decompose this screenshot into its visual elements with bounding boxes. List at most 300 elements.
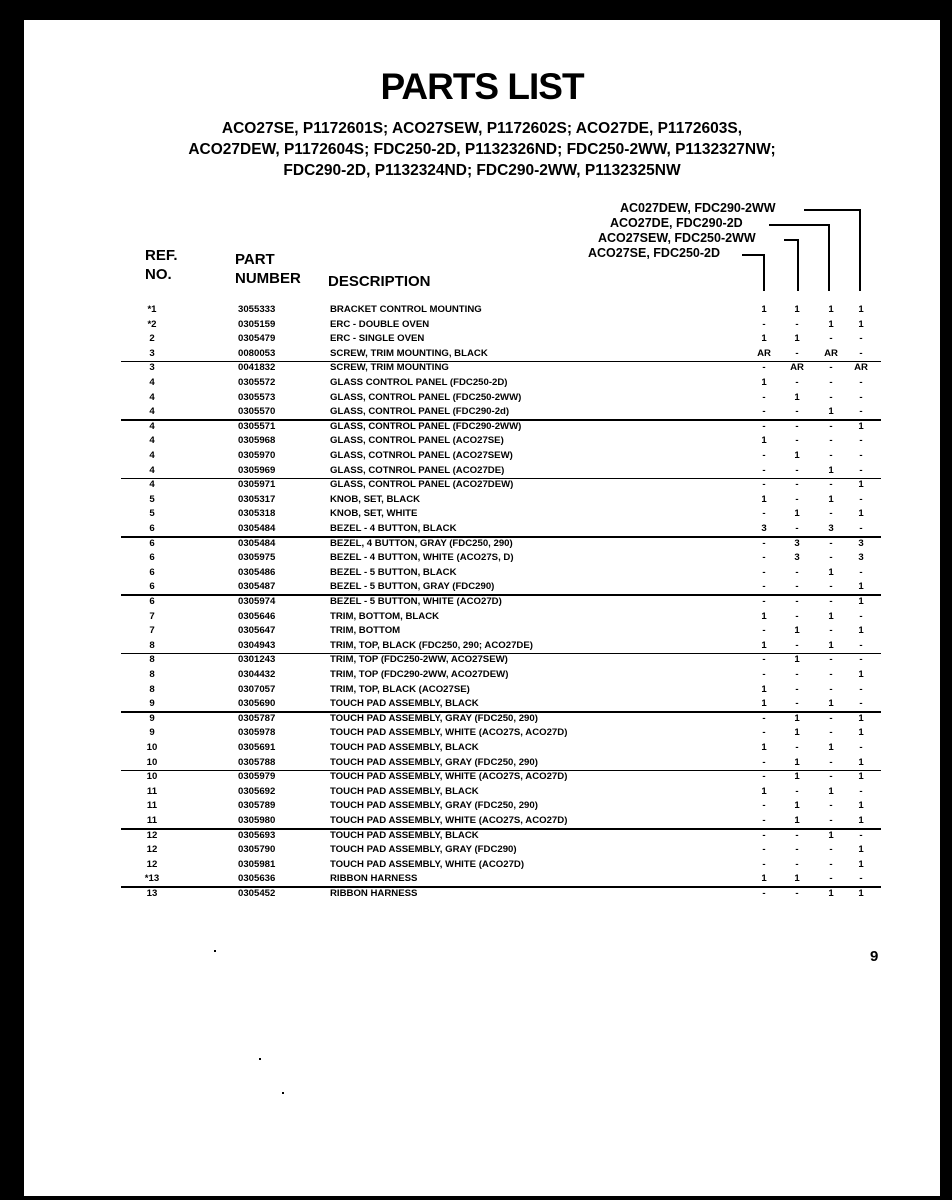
- ref-number: 4: [149, 406, 155, 418]
- ref-number: 13: [146, 888, 158, 899]
- model-list: [24, 118, 940, 181]
- ref-number: 4: [149, 435, 155, 447]
- quantity-col-1: 1: [761, 742, 767, 753]
- quantity-col-4: -: [859, 464, 863, 476]
- quantity-col-2: -: [795, 698, 799, 710]
- quantity-col-2: 1: [794, 800, 800, 812]
- table-row: [24, 829, 940, 844]
- quantity-col-1: -: [762, 362, 766, 374]
- ref-number: 10: [146, 756, 158, 768]
- quantity-col-2: 1: [794, 771, 800, 783]
- quantity-col-4: -: [859, 698, 863, 710]
- part-description: KNOB, SET, BLACK: [330, 493, 421, 505]
- table-row: [24, 507, 940, 522]
- quantity-col-1: -: [762, 844, 766, 856]
- quantity-col-2: -: [795, 406, 799, 418]
- quantity-col-4: -: [859, 566, 863, 578]
- quantity-col-2: -: [795, 318, 799, 330]
- quantity-col-4: -: [859, 742, 863, 753]
- ref-number: 4: [149, 420, 155, 432]
- table-row: [24, 668, 940, 683]
- quantity-col-4: -: [859, 873, 863, 885]
- quantity-col-3: -: [829, 625, 833, 637]
- quantity-col-4: 3: [858, 552, 864, 564]
- ref-number: 12: [146, 858, 158, 870]
- page-number: 9: [870, 948, 879, 965]
- quantity-col-1: -: [762, 727, 766, 739]
- scan-speck: [214, 950, 216, 952]
- part-description: TOUCH PAD ASSEMBLY, BLACK: [330, 698, 479, 710]
- table-row: [24, 785, 940, 800]
- ref-number: 4: [149, 464, 155, 476]
- quantity-col-1: 1: [761, 435, 767, 447]
- quantity-col-1: 1: [761, 698, 767, 710]
- part-number: 0305969: [238, 464, 276, 476]
- part-description: TOUCH PAD ASSEMBLY, WHITE (ACO27S, ACO27D): [330, 771, 568, 783]
- quantity-col-2: 1: [794, 756, 800, 768]
- table-row: [24, 814, 940, 829]
- leader-drop-1: [763, 254, 765, 291]
- quantity-col-3: AR: [824, 347, 838, 359]
- quantity-col-2: -: [795, 596, 799, 607]
- quantity-col-4: 1: [858, 479, 864, 491]
- quantity-col-1: -: [762, 537, 766, 549]
- table-row: [24, 318, 940, 333]
- part-description: KNOB, SET, WHITE: [330, 508, 418, 520]
- table-row: [24, 478, 940, 493]
- part-number: 0305692: [238, 785, 276, 797]
- table-row: [24, 887, 940, 902]
- ref-number: 7: [149, 610, 155, 622]
- quantity-col-3: -: [829, 537, 833, 549]
- part-description: ERC - SINGLE OVEN: [330, 333, 425, 345]
- ref-number: 8: [149, 654, 155, 666]
- quantity-col-2: -: [795, 858, 799, 870]
- quantity-col-4: -: [859, 450, 863, 461]
- part-description: TOUCH PAD ASSEMBLY, WHITE (ACO27S, ACO27D): [330, 815, 568, 826]
- quantity-col-1: -: [762, 829, 766, 841]
- ref-number: 3: [149, 347, 155, 359]
- part-number: 0305318: [238, 508, 276, 520]
- ref-number: 9: [149, 712, 155, 724]
- quantity-col-2: -: [795, 610, 799, 622]
- ref-number: 5: [149, 493, 155, 505]
- table-row: [24, 595, 940, 610]
- quantity-col-2: 1: [794, 333, 800, 345]
- quantity-col-2: -: [795, 785, 799, 797]
- quantity-col-4: 1: [858, 304, 864, 315]
- part-number: 0304432: [238, 669, 276, 680]
- ref-number: 9: [149, 698, 155, 710]
- quantity-col-1: 1: [761, 873, 767, 885]
- table-row: [24, 303, 940, 318]
- quantity-col-4: -: [859, 406, 863, 418]
- quantity-col-4: 1: [858, 756, 864, 768]
- part-description: BEZEL, 4 BUTTON, GRAY (FDC250, 290): [330, 537, 513, 549]
- quantity-col-2: 1: [794, 873, 800, 885]
- table-row: [24, 464, 940, 479]
- part-header: PART NUMBER: [235, 251, 301, 287]
- part-number: 0305636: [238, 873, 276, 885]
- column-label-4: AC027DEW, FDC290-2WW: [620, 201, 776, 215]
- scan-speck: [282, 1092, 284, 1094]
- part-number: 0305974: [238, 596, 276, 607]
- quantity-col-2: -: [795, 829, 799, 841]
- quantity-col-2: 1: [794, 727, 800, 739]
- table-row: [24, 566, 940, 581]
- quantity-col-1: -: [762, 654, 766, 666]
- quantity-col-3: -: [829, 391, 833, 403]
- quantity-col-3: -: [829, 362, 833, 374]
- ref-header: REF. NO.: [145, 247, 178, 283]
- quantity-col-1: -: [762, 391, 766, 403]
- part-description: GLASS CONTROL PANEL (FDC250-2D): [330, 377, 508, 388]
- quantity-col-1: -: [762, 552, 766, 564]
- quantity-col-4: 1: [858, 669, 864, 680]
- quantity-col-3: -: [829, 712, 833, 724]
- quantity-col-2: -: [795, 420, 799, 432]
- quantity-col-3: 1: [828, 742, 834, 753]
- quantity-col-2: -: [795, 464, 799, 476]
- table-row: [24, 610, 940, 625]
- part-number: 0305981: [238, 858, 276, 870]
- quantity-col-3: 1: [828, 888, 834, 899]
- part-description: TOUCH PAD ASSEMBLY, GRAY (FDC290): [330, 844, 517, 856]
- table-row: [24, 493, 940, 508]
- table-row: [24, 639, 940, 654]
- part-description: TRIM, BOTTOM: [330, 625, 401, 637]
- part-description: ERC - DOUBLE OVEN: [330, 318, 430, 330]
- part-description: TRIM, TOP (FDC250-2WW, ACO27SEW): [330, 654, 508, 666]
- part-description: GLASS, CONTROL PANEL (FDC290-2WW): [330, 420, 522, 432]
- quantity-col-4: -: [859, 654, 863, 666]
- quantity-col-1: -: [762, 771, 766, 783]
- part-description: TOUCH PAD ASSEMBLY, BLACK: [330, 829, 479, 841]
- leader-line-3: [769, 224, 829, 226]
- quantity-col-3: 1: [828, 318, 834, 330]
- table-row: [24, 653, 940, 668]
- quantity-col-4: -: [859, 683, 863, 695]
- quantity-col-2: 1: [794, 391, 800, 403]
- part-number: 3055333: [238, 304, 276, 315]
- column-label-1: ACO27SE, FDC250-2D: [588, 246, 720, 260]
- table-row: [24, 712, 940, 727]
- table-row: [24, 858, 940, 873]
- quantity-col-1: -: [762, 596, 766, 607]
- quantity-col-3: 1: [828, 464, 834, 476]
- quantity-col-3: -: [829, 552, 833, 564]
- quantity-col-2: -: [795, 347, 799, 359]
- quantity-col-3: -: [829, 800, 833, 812]
- part-number: 0305790: [238, 844, 276, 856]
- quantity-col-3: 3: [828, 523, 834, 534]
- quantity-col-2: 1: [794, 508, 800, 520]
- quantity-col-1: -: [762, 888, 766, 899]
- quantity-col-1: 1: [761, 304, 767, 315]
- part-number: 0305693: [238, 829, 276, 841]
- part-description: TRIM, TOP, BLACK (ACO27SE): [330, 683, 470, 695]
- table-row: [24, 872, 940, 887]
- ref-number: 4: [149, 450, 155, 461]
- quantity-col-1: -: [762, 464, 766, 476]
- quantity-col-3: -: [829, 508, 833, 520]
- ref-number: 9: [149, 727, 155, 739]
- quantity-col-3: 1: [828, 639, 834, 651]
- scan-speck: [259, 1058, 261, 1060]
- quantity-col-1: -: [762, 712, 766, 724]
- part-number: 0305487: [238, 581, 276, 593]
- part-description: TOUCH PAD ASSEMBLY, GRAY (FDC250, 290): [330, 800, 538, 812]
- quantity-col-3: 1: [828, 566, 834, 578]
- part-description: TOUCH PAD ASSEMBLY, WHITE (ACO27D): [330, 858, 525, 870]
- part-description: RIBBON HARNESS: [330, 873, 418, 885]
- part-number: 0305571: [238, 420, 276, 432]
- ref-number: *1: [147, 304, 157, 315]
- quantity-col-1: -: [762, 566, 766, 578]
- table-row: [24, 434, 940, 449]
- part-description: GLASS, CONTROL PANEL (FDC290-2d): [330, 406, 510, 418]
- column-label-3: ACO27DE, FDC290-2D: [610, 216, 743, 230]
- quantity-col-1: 1: [761, 333, 767, 345]
- ref-number: 11: [146, 800, 158, 812]
- part-description: TOUCH PAD ASSEMBLY, BLACK: [330, 785, 479, 797]
- part-number: 0301243: [238, 654, 276, 666]
- quantity-col-4: -: [859, 785, 863, 797]
- parts-list-page: [24, 20, 940, 1196]
- quantity-col-2: -: [795, 669, 799, 680]
- quantity-col-3: -: [829, 844, 833, 856]
- quantity-col-3: -: [829, 581, 833, 593]
- description-header: DESCRIPTION: [328, 273, 431, 290]
- quantity-col-3: -: [829, 815, 833, 826]
- quantity-col-2: 1: [794, 815, 800, 826]
- table-row: [24, 580, 940, 595]
- part-description: TRIM, TOP, BLACK (FDC250, 290; ACO27DE): [330, 639, 533, 651]
- part-description: GLASS, CONTROL PANEL (ACO27DEW): [330, 479, 514, 491]
- ref-number: 10: [146, 771, 158, 783]
- quantity-col-4: 1: [858, 712, 864, 724]
- part-description: BEZEL - 5 BUTTON, BLACK: [330, 566, 457, 578]
- part-description: SCREW, TRIM MOUNTING, BLACK: [330, 347, 488, 359]
- part-description: TRIM, BOTTOM, BLACK: [330, 610, 440, 622]
- part-number: 0305159: [238, 318, 276, 330]
- part-description: SCREW, TRIM MOUNTING: [330, 362, 449, 374]
- part-description: RIBBON HARNESS: [330, 888, 418, 899]
- leader-line-2: [784, 239, 798, 241]
- quantity-col-4: -: [859, 523, 863, 534]
- quantity-col-2: -: [795, 435, 799, 447]
- part-number: 0305787: [238, 712, 276, 724]
- quantity-col-2: 1: [794, 450, 800, 461]
- quantity-col-4: 1: [858, 581, 864, 593]
- table-row: [24, 756, 940, 771]
- quantity-col-2: -: [795, 888, 799, 899]
- quantity-col-3: 1: [828, 698, 834, 710]
- quantity-col-1: -: [762, 756, 766, 768]
- ref-number: 12: [146, 844, 158, 856]
- table-row: [24, 391, 940, 406]
- part-number: 0041832: [238, 362, 276, 374]
- table-row: [24, 376, 940, 391]
- quantity-col-4: 1: [858, 420, 864, 432]
- quantity-col-3: 1: [828, 493, 834, 505]
- quantity-col-3: -: [829, 683, 833, 695]
- quantity-col-2: -: [795, 844, 799, 856]
- quantity-col-3: -: [829, 377, 833, 388]
- table-row: [24, 770, 940, 785]
- part-number: 0305646: [238, 610, 276, 622]
- quantity-col-2: -: [795, 523, 799, 534]
- quantity-col-4: 1: [858, 318, 864, 330]
- table-row: [24, 522, 940, 537]
- ref-number: 6: [149, 552, 155, 564]
- part-description: TOUCH PAD ASSEMBLY, BLACK: [330, 742, 479, 753]
- quantity-col-4: AR: [854, 362, 868, 374]
- column-label-2: ACO27SEW, FDC250-2WW: [598, 231, 756, 245]
- table-row: [24, 741, 940, 756]
- quantity-col-2: 3: [794, 552, 800, 564]
- part-description: GLASS, COTNROL PANEL (ACO27DE): [330, 464, 505, 476]
- quantity-col-2: -: [795, 639, 799, 651]
- quantity-col-3: 1: [828, 829, 834, 841]
- part-description: GLASS, COTNROL PANEL (ACO27SEW): [330, 450, 513, 461]
- quantity-col-4: 1: [858, 815, 864, 826]
- quantity-col-1: -: [762, 815, 766, 826]
- quantity-col-1: -: [762, 669, 766, 680]
- part-number: 0307057: [238, 683, 276, 695]
- quantity-col-2: -: [795, 493, 799, 505]
- part-number: 0080053: [238, 347, 276, 359]
- quantity-col-4: -: [859, 829, 863, 841]
- ref-number: 8: [149, 639, 155, 651]
- part-description: TRIM, TOP (FDC290-2WW, ACO27DEW): [330, 669, 509, 680]
- table-row: [24, 624, 940, 639]
- ref-number: 6: [149, 537, 155, 549]
- part-number: 0304943: [238, 639, 276, 651]
- quantity-col-4: 1: [858, 858, 864, 870]
- part-number: 0305572: [238, 377, 276, 388]
- ref-number: 10: [146, 742, 158, 753]
- quantity-col-3: -: [829, 450, 833, 461]
- part-description: TOUCH PAD ASSEMBLY, GRAY (FDC250, 290): [330, 712, 538, 724]
- quantity-col-3: 1: [828, 785, 834, 797]
- ref-number: 3: [149, 362, 155, 374]
- quantity-col-1: -: [762, 858, 766, 870]
- part-number: 0305647: [238, 625, 276, 637]
- table-row: [24, 361, 940, 376]
- quantity-col-1: -: [762, 479, 766, 491]
- quantity-col-2: -: [795, 683, 799, 695]
- quantity-col-1: 1: [761, 785, 767, 797]
- leader-drop-4: [859, 209, 861, 291]
- ref-number: 5: [149, 508, 155, 520]
- quantity-col-1: 1: [761, 683, 767, 695]
- quantity-col-3: -: [829, 727, 833, 739]
- quantity-col-3: -: [829, 596, 833, 607]
- quantity-col-4: -: [859, 391, 863, 403]
- quantity-col-3: -: [829, 654, 833, 666]
- ref-number: 7: [149, 625, 155, 637]
- part-number: 0305980: [238, 815, 276, 826]
- quantity-col-2: -: [795, 581, 799, 593]
- quantity-col-3: -: [829, 771, 833, 783]
- ref-number: 12: [146, 829, 158, 841]
- quantity-col-1: -: [762, 406, 766, 418]
- ref-number: 6: [149, 581, 155, 593]
- quantity-col-2: -: [795, 479, 799, 491]
- quantity-col-1: -: [762, 450, 766, 461]
- quantity-col-1: 1: [761, 610, 767, 622]
- leader-drop-2: [797, 239, 799, 291]
- part-number: 0305788: [238, 756, 276, 768]
- ref-number: 4: [149, 391, 155, 403]
- part-number: 0305573: [238, 391, 276, 403]
- part-description: BEZEL - 4 BUTTON, WHITE (ACO27S, D): [330, 552, 514, 564]
- table-row: [24, 449, 940, 464]
- quantity-col-3: -: [829, 435, 833, 447]
- part-number: 0305479: [238, 333, 276, 345]
- quantity-col-1: 1: [761, 377, 767, 388]
- quantity-col-1: -: [762, 420, 766, 432]
- quantity-col-1: -: [762, 581, 766, 593]
- quantity-col-4: 1: [858, 727, 864, 739]
- quantity-col-3: -: [829, 873, 833, 885]
- ref-number: 2: [149, 333, 155, 345]
- part-description: BEZEL - 5 BUTTON, GRAY (FDC290): [330, 581, 495, 593]
- part-description: BEZEL - 5 BUTTON, WHITE (ACO27D): [330, 596, 502, 607]
- quantity-col-2: 1: [794, 712, 800, 724]
- model-line-1: ACO27SE, P1172601S; ACO27SEW, P1172602S; ACO27DE, P1172603S,: [221, 120, 743, 137]
- quantity-col-1: -: [762, 800, 766, 812]
- quantity-col-4: 1: [858, 625, 864, 637]
- quantity-col-4: 1: [858, 596, 864, 607]
- quantity-col-3: 1: [828, 610, 834, 622]
- part-number: 0305570: [238, 406, 276, 418]
- quantity-col-3: -: [829, 669, 833, 680]
- part-number: 0305968: [238, 435, 276, 447]
- part-number: 0305484: [238, 523, 276, 534]
- quantity-col-3: 1: [828, 406, 834, 418]
- part-description: TOUCH PAD ASSEMBLY, GRAY (FDC250, 290): [330, 756, 538, 768]
- quantity-col-4: 1: [858, 800, 864, 812]
- ref-number: *2: [147, 318, 157, 330]
- table-row: [24, 347, 940, 362]
- part-description: TOUCH PAD ASSEMBLY, WHITE (ACO27S, ACO27D): [330, 727, 568, 739]
- part-number: 0305970: [238, 450, 276, 461]
- quantity-col-3: -: [829, 420, 833, 432]
- quantity-col-1: -: [762, 508, 766, 520]
- quantity-col-4: 1: [858, 771, 864, 783]
- part-description: GLASS, CONTROL PANEL (FDC250-2WW): [330, 391, 522, 403]
- part-description: BRACKET CONTROL MOUNTING: [330, 304, 482, 315]
- ref-number: 4: [149, 479, 155, 491]
- leader-line-4: [804, 209, 860, 211]
- model-line-2: ACO27DEW, P1172604S; FDC250-2D, P1132326ND; FDC250-2WW, P1132327NW;: [188, 141, 776, 158]
- table-row: [24, 405, 940, 420]
- part-number: 0305690: [238, 698, 276, 710]
- quantity-col-3: -: [829, 333, 833, 345]
- table-row: [24, 332, 940, 347]
- table-row: [24, 683, 940, 698]
- table-row: [24, 551, 940, 566]
- quantity-col-3: -: [829, 858, 833, 870]
- table-row: [24, 799, 940, 814]
- quantity-col-2: 1: [794, 304, 800, 315]
- quantity-col-2: 1: [794, 625, 800, 637]
- quantity-col-3: 1: [828, 304, 834, 315]
- part-number: 0305978: [238, 727, 276, 739]
- leader-line-1: [742, 254, 764, 256]
